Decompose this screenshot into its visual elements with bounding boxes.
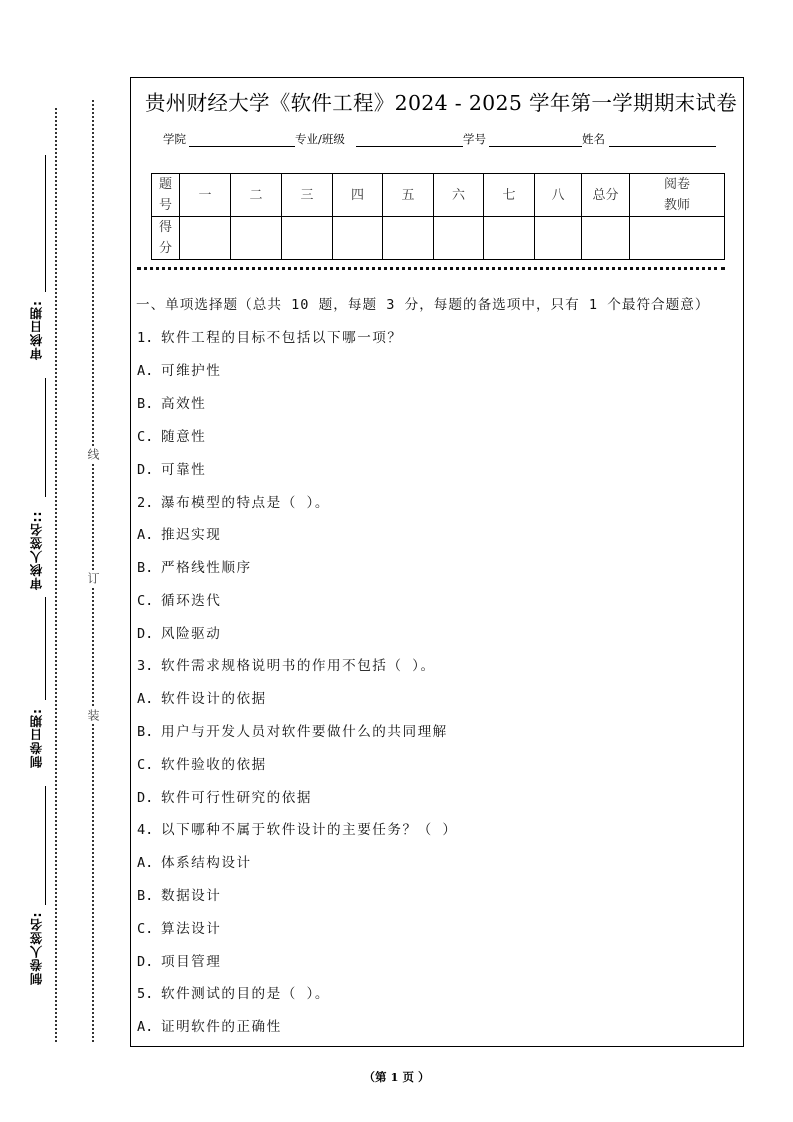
option-text: 严格线性顺序 bbox=[161, 560, 252, 576]
review-date-line bbox=[45, 155, 46, 292]
option-label: D. bbox=[137, 954, 154, 970]
q3-option-c[interactable] bbox=[137, 753, 267, 773]
major-class-field[interactable] bbox=[356, 146, 463, 147]
q3-option-b[interactable] bbox=[137, 720, 448, 740]
q4-option-a[interactable] bbox=[137, 851, 252, 871]
name-field[interactable] bbox=[609, 146, 716, 147]
question-number-row bbox=[152, 174, 725, 217]
option-text: 项目管理 bbox=[161, 954, 222, 970]
row-header-question-no: 题 号 bbox=[152, 174, 180, 217]
question-number: 2. bbox=[137, 495, 154, 511]
option-label: C. bbox=[137, 429, 154, 445]
q4-option-d[interactable] bbox=[137, 950, 221, 970]
college-field[interactable] bbox=[189, 146, 295, 147]
col-header-7: 七 bbox=[484, 174, 535, 217]
student-id-field[interactable] bbox=[489, 146, 582, 147]
exam-title: 贵州财经大学《软件工程》2024 - 2025 学年第一学期期末试卷 bbox=[145, 91, 738, 115]
page-number: （第 1 页 ） bbox=[363, 1070, 430, 1084]
option-label: C. bbox=[137, 757, 154, 773]
option-label: B. bbox=[137, 724, 154, 740]
option-label: B. bbox=[137, 560, 154, 576]
question-1 bbox=[137, 326, 403, 346]
q2-option-a[interactable] bbox=[137, 523, 221, 543]
option-label: A. bbox=[137, 691, 154, 707]
question-number: 1. bbox=[137, 330, 154, 346]
preparer-signature-label: 制卷人签名: bbox=[29, 911, 44, 985]
prep-date-label: 制卷日期: bbox=[29, 708, 44, 768]
row-header-score: 得 分 bbox=[152, 217, 180, 260]
score-cell-1[interactable] bbox=[180, 217, 231, 260]
option-text: 风险驱动 bbox=[161, 626, 222, 642]
question-text: 以下哪种不属于软件设计的主要任务？（ ） bbox=[161, 822, 458, 838]
q1-option-a[interactable] bbox=[137, 359, 221, 379]
reviewer-signature-line bbox=[45, 378, 46, 497]
option-label: D. bbox=[137, 790, 154, 806]
score-cell-2[interactable] bbox=[231, 217, 282, 260]
col-header-8: 八 bbox=[535, 174, 582, 217]
option-text: 算法设计 bbox=[161, 921, 222, 937]
review-date-label: 审核日期: bbox=[29, 300, 44, 360]
bind-mark-line: 线 bbox=[86, 448, 100, 460]
option-text: 随意性 bbox=[161, 429, 207, 445]
score-cell-8[interactable] bbox=[535, 217, 582, 260]
college-label: 学院 bbox=[163, 132, 186, 146]
score-cell-4[interactable] bbox=[333, 217, 383, 260]
option-text: 数据设计 bbox=[161, 888, 222, 904]
question-number: 5. bbox=[137, 986, 154, 1002]
question-text: 软件测试的目的是（ ）。 bbox=[161, 986, 330, 1002]
option-label: A. bbox=[137, 1019, 154, 1035]
option-text: 高效性 bbox=[161, 396, 207, 412]
option-label: C. bbox=[137, 921, 154, 937]
score-row bbox=[152, 217, 725, 260]
score-cell-total[interactable] bbox=[582, 217, 630, 260]
option-label: C. bbox=[137, 593, 154, 609]
col-header-1: 一 bbox=[180, 174, 231, 217]
prep-date-line bbox=[45, 597, 46, 700]
outer-dotted-line bbox=[55, 108, 57, 1042]
option-text: 软件验收的依据 bbox=[161, 757, 267, 773]
q4-option-c[interactable] bbox=[137, 917, 221, 937]
score-table bbox=[151, 173, 725, 260]
preparer-signature-line bbox=[45, 786, 46, 905]
col-header-grader: 阅卷 教师 bbox=[630, 174, 725, 217]
dotted-separator bbox=[137, 267, 725, 270]
q3-option-a[interactable] bbox=[137, 687, 267, 707]
col-header-2: 二 bbox=[231, 174, 282, 217]
question-2 bbox=[137, 491, 330, 511]
name-label: 姓名 bbox=[582, 132, 605, 146]
option-label: A. bbox=[137, 527, 154, 543]
section-heading: 一、单项选择题（总共 10 题，每题 3 分，每题的备选项中，只有 1 个最符合题意） bbox=[136, 297, 710, 313]
bind-mark-bind: 装 bbox=[86, 709, 100, 721]
student-id-label: 学号 bbox=[463, 132, 486, 146]
q5-option-a[interactable] bbox=[137, 1015, 282, 1035]
score-cell-3[interactable] bbox=[282, 217, 333, 260]
question-4 bbox=[137, 818, 457, 838]
option-text: 用户与开发人员对软件要做什么的共同理解 bbox=[161, 724, 448, 740]
option-text: 可维护性 bbox=[161, 363, 222, 379]
score-cell-grader[interactable] bbox=[630, 217, 725, 260]
q1-option-d[interactable] bbox=[137, 458, 206, 478]
option-label: A. bbox=[137, 855, 154, 871]
option-label: B. bbox=[137, 888, 154, 904]
q2-option-b[interactable] bbox=[137, 556, 252, 576]
q2-option-d[interactable] bbox=[137, 622, 221, 642]
col-header-5: 五 bbox=[383, 174, 434, 217]
q4-option-b[interactable] bbox=[137, 884, 221, 904]
option-label: B. bbox=[137, 396, 154, 412]
score-cell-6[interactable] bbox=[434, 217, 484, 260]
option-text: 证明软件的正确性 bbox=[161, 1019, 282, 1035]
col-header-4: 四 bbox=[333, 174, 383, 217]
question-text: 软件需求规格说明书的作用不包括（ ）。 bbox=[161, 658, 436, 674]
question-3 bbox=[137, 654, 436, 674]
question-text: 软件工程的目标不包括以下哪一项？ bbox=[161, 330, 403, 346]
reviewer-signature-label: 审核人签名:: bbox=[29, 510, 44, 590]
option-label: D. bbox=[137, 462, 154, 478]
question-text: 瀑布模型的特点是（ ）。 bbox=[161, 495, 330, 511]
col-header-6: 六 bbox=[434, 174, 484, 217]
q1-option-b[interactable] bbox=[137, 392, 206, 412]
score-cell-5[interactable] bbox=[383, 217, 434, 260]
option-text: 推迟实现 bbox=[161, 527, 222, 543]
question-number: 3. bbox=[137, 658, 154, 674]
bind-mark-staple: 订 bbox=[86, 572, 100, 584]
option-text: 循环迭代 bbox=[161, 593, 222, 609]
question-5 bbox=[137, 982, 330, 1002]
option-text: 体系结构设计 bbox=[161, 855, 252, 871]
option-text: 软件可行性研究的依据 bbox=[161, 790, 312, 806]
col-header-total: 总分 bbox=[582, 174, 630, 217]
q1-option-c[interactable] bbox=[137, 425, 206, 445]
option-label: D. bbox=[137, 626, 154, 642]
option-text: 可靠性 bbox=[161, 462, 207, 478]
option-label: A. bbox=[137, 363, 154, 379]
q3-option-d[interactable] bbox=[137, 786, 312, 806]
score-cell-7[interactable] bbox=[484, 217, 535, 260]
option-text: 软件设计的依据 bbox=[161, 691, 267, 707]
col-header-3: 三 bbox=[282, 174, 333, 217]
major-class-label: 专业/班级 bbox=[295, 132, 345, 146]
question-number: 4. bbox=[137, 822, 154, 838]
q2-option-c[interactable] bbox=[137, 589, 221, 609]
